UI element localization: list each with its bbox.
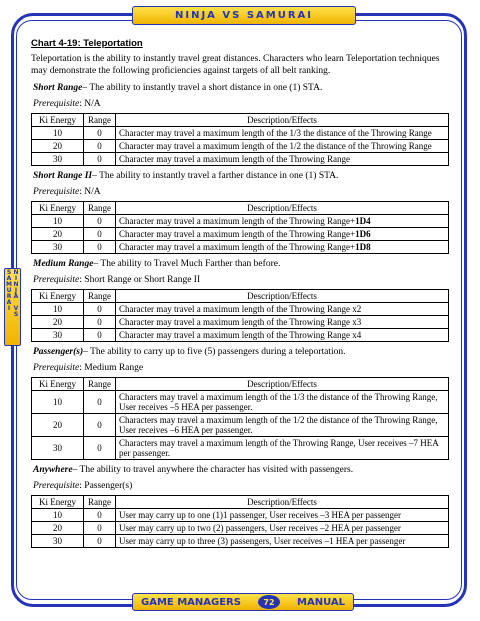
description-text: Character may travel a maximum length of the Throwing Range+ (119, 216, 356, 226)
col-description: Description/Effects (116, 378, 449, 391)
range-cell: 0 (84, 414, 116, 437)
section-name: Passenger(s) (33, 347, 84, 357)
page-content (31, 38, 449, 553)
ki-energy-cell: 20 (32, 316, 84, 329)
table-header-row (32, 378, 449, 391)
proficiency-table (31, 377, 449, 460)
ki-energy-cell: 10 (32, 509, 84, 522)
ki-energy-cell: 20 (32, 522, 84, 535)
ki-energy-cell: 10 (32, 303, 84, 316)
range-cell: 0 (84, 316, 116, 329)
table-row (32, 215, 449, 228)
range-cell: 0 (84, 303, 116, 316)
section-desc: – The ability to carry up to five (5) passengers during a teleportation. (83, 347, 346, 357)
footer-banner (132, 593, 354, 611)
section-heading (33, 259, 449, 270)
proficiency-table (31, 495, 449, 548)
prerequisite-value: : N/A (79, 187, 101, 197)
range-cell: 0 (84, 437, 116, 460)
description-text: Character may travel a maximum length of the Throwing Range x2 (119, 304, 362, 314)
description-cell (116, 414, 449, 437)
range-cell: 0 (84, 127, 116, 140)
footer-right: MANUAL (297, 596, 345, 608)
section-heading (33, 465, 449, 476)
col-range: Range (84, 290, 116, 303)
col-ki-energy: Ki Energy (32, 114, 84, 127)
col-ki-energy: Ki Energy (32, 496, 84, 509)
col-description: Description/Effects (116, 114, 449, 127)
table-row (32, 329, 449, 342)
description-cell (116, 522, 449, 535)
description-cell (116, 127, 449, 140)
ki-energy-cell: 20 (32, 228, 84, 241)
sections-container (31, 83, 449, 548)
table-row (32, 509, 449, 522)
ki-energy-cell: 10 (32, 127, 84, 140)
col-description: Description/Effects (116, 496, 449, 509)
col-ki-energy: Ki Energy (32, 378, 84, 391)
prerequisite-label: Prerequisite (33, 187, 80, 197)
side-tab: NINJA VS SAMURAI (4, 268, 21, 346)
ki-energy-cell: 30 (32, 535, 84, 548)
prerequisite-label: Prerequisite (33, 275, 80, 285)
table-row (32, 522, 449, 535)
table-row (32, 391, 449, 414)
description-text: Character may travel a maximum length of the 1/2 the distance of the Throwing Range (119, 141, 432, 151)
description-cell (116, 391, 449, 414)
prerequisite-label: Prerequisite (33, 363, 80, 373)
description-cell (116, 140, 449, 153)
description-text: Character may travel a maximum length of the Throwing Range+ (119, 242, 356, 252)
col-description: Description/Effects (116, 202, 449, 215)
section-heading (33, 83, 449, 94)
ki-energy-cell: 10 (32, 215, 84, 228)
prerequisite-value: : Medium Range (79, 363, 144, 373)
description-text: User may carry up to one (1)1 passenger, User receives –3 HEA per passenger (119, 510, 402, 520)
description-cell (116, 228, 449, 241)
page-number: 72 (258, 595, 280, 609)
range-cell: 0 (84, 509, 116, 522)
table-row (32, 127, 449, 140)
description-cell (116, 509, 449, 522)
ki-energy-cell: 30 (32, 241, 84, 254)
proficiency-table (31, 113, 449, 166)
prerequisite-label: Prerequisite (33, 99, 80, 109)
footer-left: GAME MANAGERS (141, 596, 241, 608)
description-text: Character may travel a maximum length of the Throwing Range (119, 154, 351, 164)
description-text: Characters may travel a maximum length of the Throwing Range, User receives –7 HEA per passenger. (119, 438, 439, 458)
description-text: User may carry up to two (2) passengers, User receives –2 HEA per passenger (119, 523, 401, 533)
section-prerequisite (33, 187, 449, 198)
section-desc: – The ability to instantly travel a farther distance in one (1) STA. (92, 171, 339, 181)
ki-energy-cell: 30 (32, 153, 84, 166)
description-cell (116, 535, 449, 548)
table-header-row (32, 114, 449, 127)
table-row (32, 414, 449, 437)
proficiency-table (31, 201, 449, 254)
range-cell: 0 (84, 140, 116, 153)
section-name: Anywhere (33, 465, 73, 475)
table-row (32, 535, 449, 548)
prerequisite-label: Prerequisite (33, 481, 80, 491)
dice-bonus: 1D6 (355, 229, 371, 239)
col-ki-energy: Ki Energy (32, 202, 84, 215)
description-text: User may carry up to three (3) passengers, User receives –1 HEA per passenger (119, 536, 406, 546)
ki-energy-cell: 30 (32, 329, 84, 342)
range-cell: 0 (84, 215, 116, 228)
col-range: Range (84, 496, 116, 509)
col-ki-energy: Ki Energy (32, 290, 84, 303)
range-cell: 0 (84, 228, 116, 241)
description-text: Character may travel a maximum length of the 1/3 the distance of the Throwing Range (119, 128, 432, 138)
section-desc: – The ability to travel anywhere the character has visited with passengers. (72, 465, 354, 475)
section-prerequisite (33, 99, 449, 110)
section-name: Medium Range (33, 259, 94, 269)
section-desc: – The ability to Travel Much Farther than before. (93, 259, 281, 269)
table-header-row (32, 290, 449, 303)
section-heading (33, 171, 449, 182)
dice-bonus: 1D4 (355, 216, 371, 226)
description-text: Character may travel a maximum length of the Throwing Range+ (119, 229, 356, 239)
description-cell (116, 241, 449, 254)
chart-title: Chart 4-19: Teleportation (31, 38, 143, 49)
section-desc: – The ability to instantly travel a short distance in one (1) STA. (82, 83, 323, 93)
description-cell (116, 303, 449, 316)
description-text: Characters may travel a maximum length of the 1/2 the distance of the Throwing Range, User receives –6 HEA per passenger. (119, 415, 438, 435)
table-row (32, 437, 449, 460)
table-row (32, 241, 449, 254)
table-row (32, 316, 449, 329)
prerequisite-value: : Passenger(s) (79, 481, 133, 491)
table-row (32, 228, 449, 241)
description-text: Character may travel a maximum length of the Throwing Range x4 (119, 330, 362, 340)
section-prerequisite (33, 275, 449, 286)
ki-energy-cell: 30 (32, 437, 84, 460)
section-name: Short Range II (33, 171, 93, 181)
prerequisite-value: : Short Range or Short Range II (79, 275, 201, 285)
proficiency-table (31, 289, 449, 342)
ki-energy-cell: 20 (32, 140, 84, 153)
description-text: Character may travel a maximum length of the Throwing Range x3 (119, 317, 362, 327)
ki-energy-cell: 20 (32, 414, 84, 437)
description-cell (116, 215, 449, 228)
table-row (32, 140, 449, 153)
dice-bonus: 1D8 (355, 242, 371, 252)
ki-energy-cell: 10 (32, 391, 84, 414)
range-cell: 0 (84, 241, 116, 254)
col-range: Range (84, 378, 116, 391)
col-range: Range (84, 202, 116, 215)
section-heading (33, 347, 449, 358)
table-row (32, 153, 449, 166)
description-cell (116, 316, 449, 329)
range-cell: 0 (84, 391, 116, 414)
range-cell: 0 (84, 329, 116, 342)
table-header-row (32, 202, 449, 215)
description-cell (116, 437, 449, 460)
header-banner: NINJA VS SAMURAI (132, 6, 356, 25)
section-prerequisite (33, 481, 449, 492)
description-cell (116, 153, 449, 166)
description-text: Characters may travel a maximum length of the 1/3 the distance of the Throwing Range, User receives –5 HEA per passenger. (119, 392, 438, 412)
range-cell: 0 (84, 522, 116, 535)
range-cell: 0 (84, 153, 116, 166)
intro-paragraph: Teleportation is the ability to instantly travel great distances. Characters who learn Teleportation techniques may demonstrate the following proficiencies against targets of all belt ranking. (31, 54, 440, 76)
section-prerequisite (33, 363, 449, 374)
range-cell: 0 (84, 535, 116, 548)
prerequisite-value: : N/A (79, 99, 101, 109)
col-range: Range (84, 114, 116, 127)
col-description: Description/Effects (116, 290, 449, 303)
table-header-row (32, 496, 449, 509)
table-row (32, 303, 449, 316)
description-cell (116, 329, 449, 342)
section-name: Short Range (33, 83, 83, 93)
